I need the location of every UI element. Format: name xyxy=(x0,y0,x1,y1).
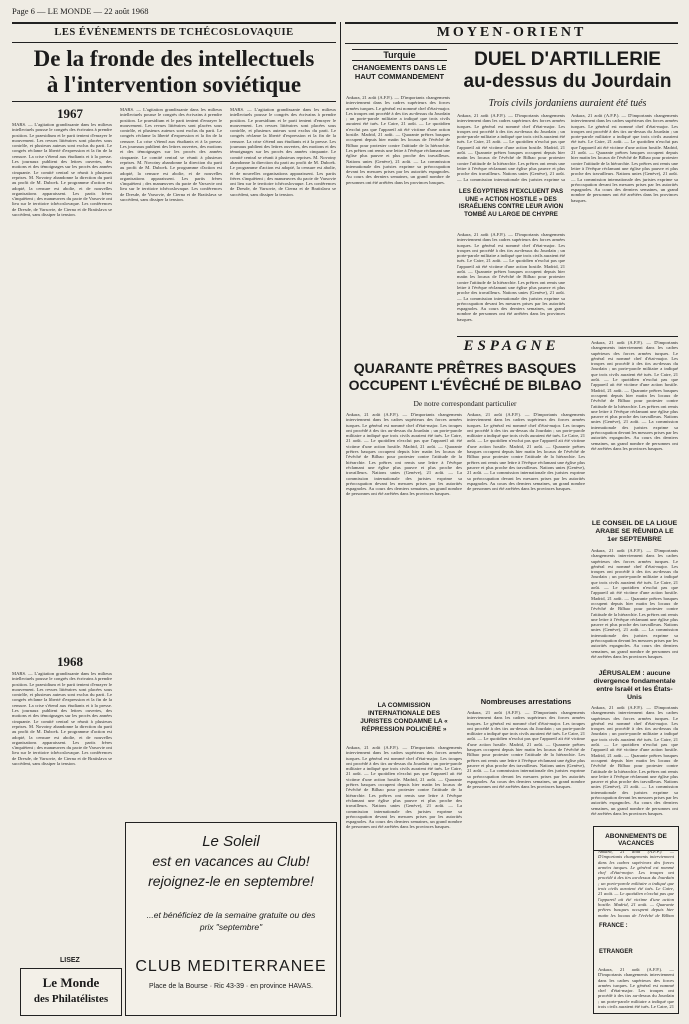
ad-brand: CLUB MEDITERRANEE xyxy=(135,958,327,975)
turquie-headline: CHANGEMENTS DANS LE HAUT COMMANDEMENT xyxy=(352,63,447,81)
duel-body-1: Ankara, 21 août (A.F.P.). — D'importants changements interviennent dans les cadres supérieurs des forces armées turques. Le général est nommé chef d'état-major. Les troupes ont procédé à des tirs au-dessus du Jourdain ; un porte-parole militaire a indiqué que trois civils auraient été tués. Le Caire, 21 août. — Le quotidien n'exclut pas que l'appareil ait été victime d'une action hostile. Madrid, 21 août. — Quarante prêtres basques occupent depuis hier matin les locaux de l'évêché de Bilbao pour protester contre l'attitude de la hiérarchie. Les prêtres ont remis une lettre à l'évêque réclamant une église plus pauvre et plus proche des travailleurs. Nations unies (Genève), 21 août. — La commission internationale des juristes exprime sa xyxy=(457,113,565,182)
right-top-rule xyxy=(345,22,678,24)
spain-headline-1: QUARANTE PRÊTRES BASQUES xyxy=(353,360,577,376)
left-headline-line2: à l'intervention soviétique xyxy=(46,72,302,97)
duel-headline-1: DUEL D'ARTILLERIE xyxy=(474,49,661,70)
ad-address: Place de la Bourse · Ric 43-39 · en province HAVAS. xyxy=(149,983,313,990)
abonnements-etranger: ETRANGER xyxy=(599,949,633,955)
abonnements-note: Ankara, 21 août (A.F.P.). — D'importants changements interviennent dans les cadres supérieurs des forces armées turques. Le général est nommé chef d'état-major. Les troupes ont procédé à des tirs au-dessus du Jourdain ; un porte-parole militaire a indiqué que trois civils auraient été tués. Le Caire, 21 xyxy=(598,967,674,1009)
ad-line-2: est en vacances au Club! xyxy=(152,853,310,869)
left-column-3: MARS. — L'agitation grandissante dans les milieux intellectuels pousse le congrès des écrivains à prendre position. Le praesidium et le parti tentent d'enrayer le mouvement. Les revues littéraires sont placées sous contrôle, et plusieurs auteurs sont exclus du parti. Le congrès réclame la liberté d'expression et la fin de la censure. La crise s'étend aux étudiants et à la presse. Les journaux publient des lettres ouvertes, des motions et des témoignages sur les procès des années cinquante. Le comité central se réunit à plusieurs reprises. M. Novotny abandonne la direction du parti au profit de M. Dubcek. Le programme d'action est adopté, la censure est abolie, et de nouvelles organisations apparaissent. Les partis frères s'inquiètent ; des manœuvres du pacte de Varsovie ont lieu sur le territoire tchécoslovaque. Les conférences de Dresde, de Varsovie, de Cierna et de Bratislava se succèdent, sans dissiper la tension. xyxy=(230,107,336,197)
ad-sun-title: Le Soleil xyxy=(202,833,260,850)
ad-line-3: rejoignez-le en septembre! xyxy=(148,873,314,889)
duel-body-2: Ankara, 21 août (A.F.P.). — D'importants changements interviennent dans les cadres supérieurs des forces armées turques. Le général est nommé chef d'état-major. Les troupes ont procédé à des tirs au-dessus du Jourdain ; un porte-parole militaire a indiqué que trois civils auraient été tués. Le Caire, 21 août. — Le quotidien n'exclut pas que l'appareil ait été victime d'une action hostile. Madrid, 21 août. — Quarante prêtres basques occupent depuis hier matin les locaux de l'évêché de Bilbao pour protester contre l'attitude de la hiérarchie. Les prêtres ont remis une lettre à l'évêque réclamant une église plus pauvre et plus proche des travailleurs. Nations unies (Genève), 21 août. — La commission internationale des juristes exprime sa préoccupation devant les mesures prises par les autorités espagnoles. Au cours des derniers semaines, un grand nombre de personnes ont été arrêtées dans les provinces basques. xyxy=(571,113,678,203)
abonnements-box xyxy=(593,826,679,1014)
left-section-title: LES ÉVÉNEMENTS DE TCHÉCOSLOVAQUIE xyxy=(54,27,294,38)
left-top-rule xyxy=(12,22,336,24)
left-section-rule xyxy=(12,42,336,43)
turquie-body: Ankara, 21 août (A.F.P.). — D'importants changements interviennent dans les cadres supérieurs des forces armées turques. Le général est nommé chef d'état-major. Les troupes ont procédé à des tirs au-dessus du Jourdain ; un porte-parole militaire a indiqué que trois civils auraient été tués. Le Caire, 21 août. — Le quotidien n'exclut pas que l'appareil ait été victime d'une action hostile. Madrid, 21 août. — Quarante prêtres basques occupent depuis hier matin les locaux de l'évêché de Bilbao pour protester contre l'attitude de la hiérarchie. Les prêtres ont remis une lettre à l'évêque réclamant une église plus pauvre et plus proche des travailleurs. Nations unies (Genève), 21 août. — La commission internationale des juristes exprime sa préoccupation devant les mesures prises par les autorités espagnoles. Au cours des derniers semaines, un grand nombre de personnes ont été arrêtées dans les provinces basques. xyxy=(346,95,450,185)
lisez-title-2: des Philatélistes xyxy=(33,993,109,1005)
center-divider xyxy=(340,22,341,1017)
egypt-headline: LES ÉGYPTIENS N'EXCLUENT PAS UNE « ACTION HOSTILE » DES ISRAÉLIENS CONTRE LEUR AVION TOMBÉ AU LARGE DE CHYPRE xyxy=(458,188,564,218)
duel-headline-2: au-dessus du Jourdain xyxy=(463,71,672,92)
year-1968: 1968 xyxy=(57,654,83,669)
left-headline-rule xyxy=(12,101,336,102)
lisez-box xyxy=(20,968,122,1016)
spain-headline-2: OCCUPENT L'ÉVÊCHÉ DE BILBAO xyxy=(348,377,582,393)
jerusalem-body: Ankara, 21 août (A.F.P.). — D'importants changements interviennent dans les cadres supérieurs des forces armées turques. Le général est nommé chef d'état-major. Les troupes ont procédé à des tirs au-dessus du Jourdain ; un porte-parole militaire a indiqué que trois civils auraient été tués. Le Caire, 21 août. — Le quotidien n'exclut pas que l'appareil ait été victime d'une action hostile. Madrid, 21 août. — Quarante prêtres basques occupent depuis hier matin les locaux de l'évêché de Bilbao pour protester contre l'attitude de la hiérarchie. Les prêtres ont remis une lettre à l'évêque réclamant une église plus pauvre et plus proche des travailleurs. Nations unies (Genève), 21 août. — La commission internationale des juristes exprime sa préoccupation devant les mesures prises par les autorités espagnoles. Au cours des derniers semaines, un grand nombre de personnes ont été arrêtées dans les provinces basques. xyxy=(591,705,678,816)
left-headline-line1: De la fronde des intellectuels xyxy=(33,46,315,71)
abonnements-france: FRANCE : xyxy=(599,923,628,929)
spain-body-2: Ankara, 21 août (A.F.P.). — D'importants changements interviennent dans les cadres supérieurs des forces armées turques. Le général est nommé chef d'état-major. Les troupes ont procédé à des tirs au-dessus du Jourdain ; un porte-parole militaire a indiqué que trois civils auraient été tués. Le Caire, 21 août. — Le quotidien n'exclut pas que l'appareil ait été victime d'une action hostile. Madrid, 21 août. — Quarante prêtres basques occupent depuis hier matin les locaux de l'évêché de Bilbao pour protester contre l'attitude de la hiérarchie. Les prêtres ont remis une lettre à l'évêque réclamant une église plus pauvre et plus proche des travailleurs. Nations unies (Genève), 21 août. — La commission internationale des juristes exprime sa préoccupation devant les mesures prises par les autorités espagnoles. Au cours des derniers semaines, un grand nombre de personnes ont été arrêtées dans les provinces basques. xyxy=(467,412,585,492)
spain-body-3: Ankara, 21 août (A.F.P.). — D'importants changements interviennent dans les cadres supérieurs des forces armées turques. Le général est nommé chef d'état-major. Les troupes ont procédé à des tirs au-dessus du Jourdain ; un porte-parole militaire a indiqué que trois civils auraient été tués. Le Caire, 21 août. — Le quotidien n'exclut pas que l'appareil ait été victime d'une action hostile. Madrid, 21 août. — Quarante prêtres basques occupent depuis hier matin les locaux de l'évêché de Bilbao pour protester contre l'attitude de la hiérarchie. Les prêtres ont remis une lettre à l'évêque réclamant une église plus pauvre et plus proche des travailleurs. Nations unies (Genève), 21 août. — La commission internationale des juristes exprime sa préoccupation devant les mesures prises par les autorités espagnoles. Au cours des derniers semaines, un grand nombre de personnes ont été arrêtées dans les provinces basques. xyxy=(467,710,585,790)
ligue-body: Ankara, 21 août (A.F.P.). — D'importants changements interviennent dans les cadres supérieurs des forces armées turques. Le général est nommé chef d'état-major. Les troupes ont procédé à des tirs au-dessus du Jourdain ; un porte-parole militaire a indiqué que trois civils auraient été tués. Le Caire, 21 août. — Le quotidien n'exclut pas que l'appareil ait été victime d'une action hostile. Madrid, 21 août. — Quarante prêtres basques occupent depuis hier matin les locaux de l'évêché de Bilbao pour protester contre l'attitude de la hiérarchie. Les prêtres ont remis une lettre à l'évêque réclamant une église plus pauvre et plus proche des travailleurs. Nations unies (Genève), 21 août. — La commission internationale des juristes exprime sa préoccupation devant les mesures prises par les autorités espagnoles. Au cours des derniers semaines, un grand nombre de personnes ont été arrêtées dans les provinces basques. xyxy=(591,548,678,659)
jerusalem-headline: JÉRUSALEM : aucune divergence fondamentale entre Israël et les États-Unis xyxy=(593,670,676,701)
espagne-title: ESPAGNE xyxy=(463,338,560,354)
right-column-top: Ankara, 21 août (A.F.P.). — D'importants changements interviennent dans les cadres supérieurs des forces armées turques. Le général est nommé chef d'état-major. Les troupes ont procédé à des tirs au-dessus du Jourdain ; un porte-parole militaire a indiqué que trois civils auraient été tués. Le Caire, 21 août. — Le quotidien n'exclut pas que l'appareil ait été victime d'une action hostile. Madrid, 21 août. — Quarante prêtres basques occupent depuis hier matin les locaux de l'évêché de Bilbao pour protester contre l'attitude de la hiérarchie. Les prêtres ont remis une lettre à l'évêque réclamant une église plus pauvre et plus proche des travailleurs. Nations unies (Genève), 21 août. — La commission internationale des juristes exprime sa préoccupation devant les mesures prises par les autorités espagnoles. Au cours des derniers semaines, un grand nombre de personnes ont été arrêtées dans les provinces basques. xyxy=(591,340,678,451)
left-column-1b: MARS. — L'agitation grandissante dans les milieux intellectuels pousse le congrès des écrivains à prendre position. Le praesidium et le parti tentent d'enrayer le mouvement. Les revues littéraires sont placées sous contrôle, et plusieurs auteurs sont exclus du parti. Le congrès réclame la liberté d'expression et la fin de la censure. La crise s'étend aux étudiants et à la presse. Les journaux publient des lettres ouvertes, des motions et des témoignages sur les procès des années cinquante. Le comité central se réunit à plusieurs reprises. M. Novotny abandonne la direction du parti au profit de M. Dubcek. Le programme d'action est adopté, la censure est abolie, et de nouvelles organisations apparaissent. Les partis frères s'inquiètent ; des manœuvres du pacte de Varsovie ont lieu sur le territoire tchécoslovaque. Les conférences de Dresde, de Varsovie, de Cierna et de Bratislava se succèdent, sans dissiper la tension. xyxy=(12,671,112,767)
commission-body: Ankara, 21 août (A.F.P.). — D'importants changements interviennent dans les cadres supérieurs des forces armées turques. Le général est nommé chef d'état-major. Les troupes ont procédé à des tirs au-dessus du Jourdain ; un porte-parole militaire a indiqué que trois civils auraient été tués. Le Caire, 21 août. — Le quotidien n'exclut pas que l'appareil ait été victime d'une action hostile. Madrid, 21 août. — Quarante prêtres basques occupent depuis hier matin les locaux de l'évêché de Bilbao pour protester contre l'attitude de la hiérarchie. Les prêtres ont remis une lettre à l'évêque réclamant une église plus pauvre et plus proche des travailleurs. Nations unies (Genève), 21 août. — La commission internationale des juristes exprime sa préoccupation devant les mesures prises par les autorités espagnoles. Au cours des derniers semaines, un grand nombre de personnes ont été arrêtées dans les provinces basques. xyxy=(346,745,462,830)
page-folio: Page 6 — LE MONDE — 22 août 1968 xyxy=(12,6,149,16)
spain-body-1: Ankara, 21 août (A.F.P.). — D'importants changements interviennent dans les cadres supérieurs des forces armées turques. Le général est nommé chef d'état-major. Les troupes ont procédé à des tirs au-dessus du Jourdain ; un porte-parole militaire a indiqué que trois civils auraient été tués. Le Caire, 21 août. — Le quotidien n'exclut pas que l'appareil ait été victime d'une action hostile. Madrid, 21 août. — Quarante prêtres basques occupent depuis hier matin les locaux de l'évêché de Bilbao pour protester contre l'attitude de la hiérarchie. Les prêtres ont remis une lettre à l'évêque réclamant une église plus pauvre et plus proche des travailleurs. Nations unies (Genève), 21 août. — La commission internationale des juristes exprime sa préoccupation devant les mesures prises par les autorités espagnoles. Au cours des derniers semaines, un grand nombre de personnes ont été arrêtées dans les provinces basques. xyxy=(346,412,462,497)
ad-line-4: ...et bénéficiez de la semaine gratuite ou des prix "septembre" xyxy=(146,910,316,932)
left-column-2: MARS. — L'agitation grandissante dans les milieux intellectuels pousse le congrès des écrivains à prendre position. Le praesidium et le parti tentent d'enrayer le mouvement. Les revues littéraires sont placées sous contrôle, et plusieurs auteurs sont exclus du parti. Le congrès réclame la liberté d'expression et la fin de la censure. La crise s'étend aux étudiants et à la presse. Les journaux publient des lettres ouvertes, des motions et des témoignages sur les procès des années cinquante. Le comité central se réunit à plusieurs reprises. M. Novotny abandonne la direction du parti au profit de M. Dubcek. Le programme d'action est adopté, la censure est abolie, et de nouvelles organisations apparaissent. Les partis frères s'inquiètent ; des manœuvres du pacte de Varsovie ont lieu sur le territoire tchécoslovaque. Les conférences de Dresde, de Varsovie, de Cierna et de Bratislava se succèdent, sans dissiper la tension. xyxy=(120,107,222,203)
lisez-label: LISEZ xyxy=(60,957,80,964)
duel-subtitle: Trois civils jordaniens auraient été tués xyxy=(488,98,647,109)
egypt-body: Ankara, 21 août (A.F.P.). — D'importants changements interviennent dans les cadres supérieurs des forces armées turques. Le général est nommé chef d'état-major. Les troupes ont procédé à des tirs au-dessus du Jourdain ; un porte-parole militaire a indiqué que trois civils auraient été tués. Le Caire, 21 août. — Le quotidien n'exclut pas que l'appareil ait été victime d'une action hostile. Madrid, 21 août. — Quarante prêtres basques occupent depuis hier matin les locaux de l'évêché de Bilbao pour protester contre l'attitude de la hiérarchie. Les prêtres ont remis une lettre à l'évêque réclamant une église plus pauvre et plus proche des travailleurs. Nations unies (Genève), 21 août. — La commission internationale des juristes exprime sa préoccupation devant les mesures prises par les autorités espagnoles. Au cours des derniers semaines, un grand nombre de personnes ont été arrêtées dans les provinces basques. xyxy=(457,232,565,322)
espagne-rule-top xyxy=(457,336,678,337)
left-column-1a: MARS. — L'agitation grandissante dans les milieux intellectuels pousse le congrès des écrivains à prendre position. Le praesidium et le parti tentent d'enrayer le mouvement. Les revues littéraires sont placées sous contrôle, et plusieurs auteurs sont exclus du parti. Le congrès réclame la liberté d'expression et la fin de la censure. La crise s'étend aux étudiants et à la presse. Les journaux publient des lettres ouvertes, des motions et des témoignages sur les procès des années cinquante. Le comité central se réunit à plusieurs reprises. M. Novotny abandonne la direction du parti au profit de M. Dubcek. Le programme d'action est adopté, la censure est abolie, et de nouvelles organisations apparaissent. Les partis frères s'inquiètent ; des manœuvres du pacte de Varsovie ont lieu sur le territoire tchécoslovaque. Les conférences de Dresde, de Varsovie, de Cierna et de Bratislava se succèdent, sans dissiper la tension. xyxy=(12,122,112,218)
club-med-ad xyxy=(125,822,337,1016)
abonnements-body: Ankara, 21 août (A.F.P.). — D'importants changements interviennent dans les cadres supérieurs des forces armées turques. Le général est nommé chef d'état-major. Les troupes ont procédé à des tirs au-dessus du Jourdain ; un porte-parole militaire a indiqué que trois civils auraient été tués. Le Caire, 21 août. — Le quotidien n'exclut pas que l'appareil ait été victime d'une action hostile. Madrid, 21 août. — Quarante prêtres basques occupent depuis hier matin les locaux de l'évêché de Bilbao xyxy=(598,849,674,918)
abonnements-title: ABONNEMENTS DE VACANCES xyxy=(594,833,678,851)
year-1967: 1967 xyxy=(57,106,83,121)
right-section-title: MOYEN-ORIENT xyxy=(436,25,587,40)
lisez-title-1: Le Monde xyxy=(42,975,100,990)
turquie-label: Turquie xyxy=(352,49,447,61)
commission-headline: LA COMMISSION INTERNATIONALE DES JURISTES CONDAMNE LA « RÉPRESSION POLICIÈRE » xyxy=(360,702,448,733)
nombreuses-headline: Nombreuses arrestations xyxy=(480,697,572,706)
ligue-headline: LE CONSEIL DE LA LIGUE ARABE SE RÉUNIDA LE 1er SEPTEMBRE xyxy=(591,520,678,543)
spain-subtitle: De notre correspondant particulier xyxy=(413,399,517,408)
right-section-rule xyxy=(345,43,678,44)
